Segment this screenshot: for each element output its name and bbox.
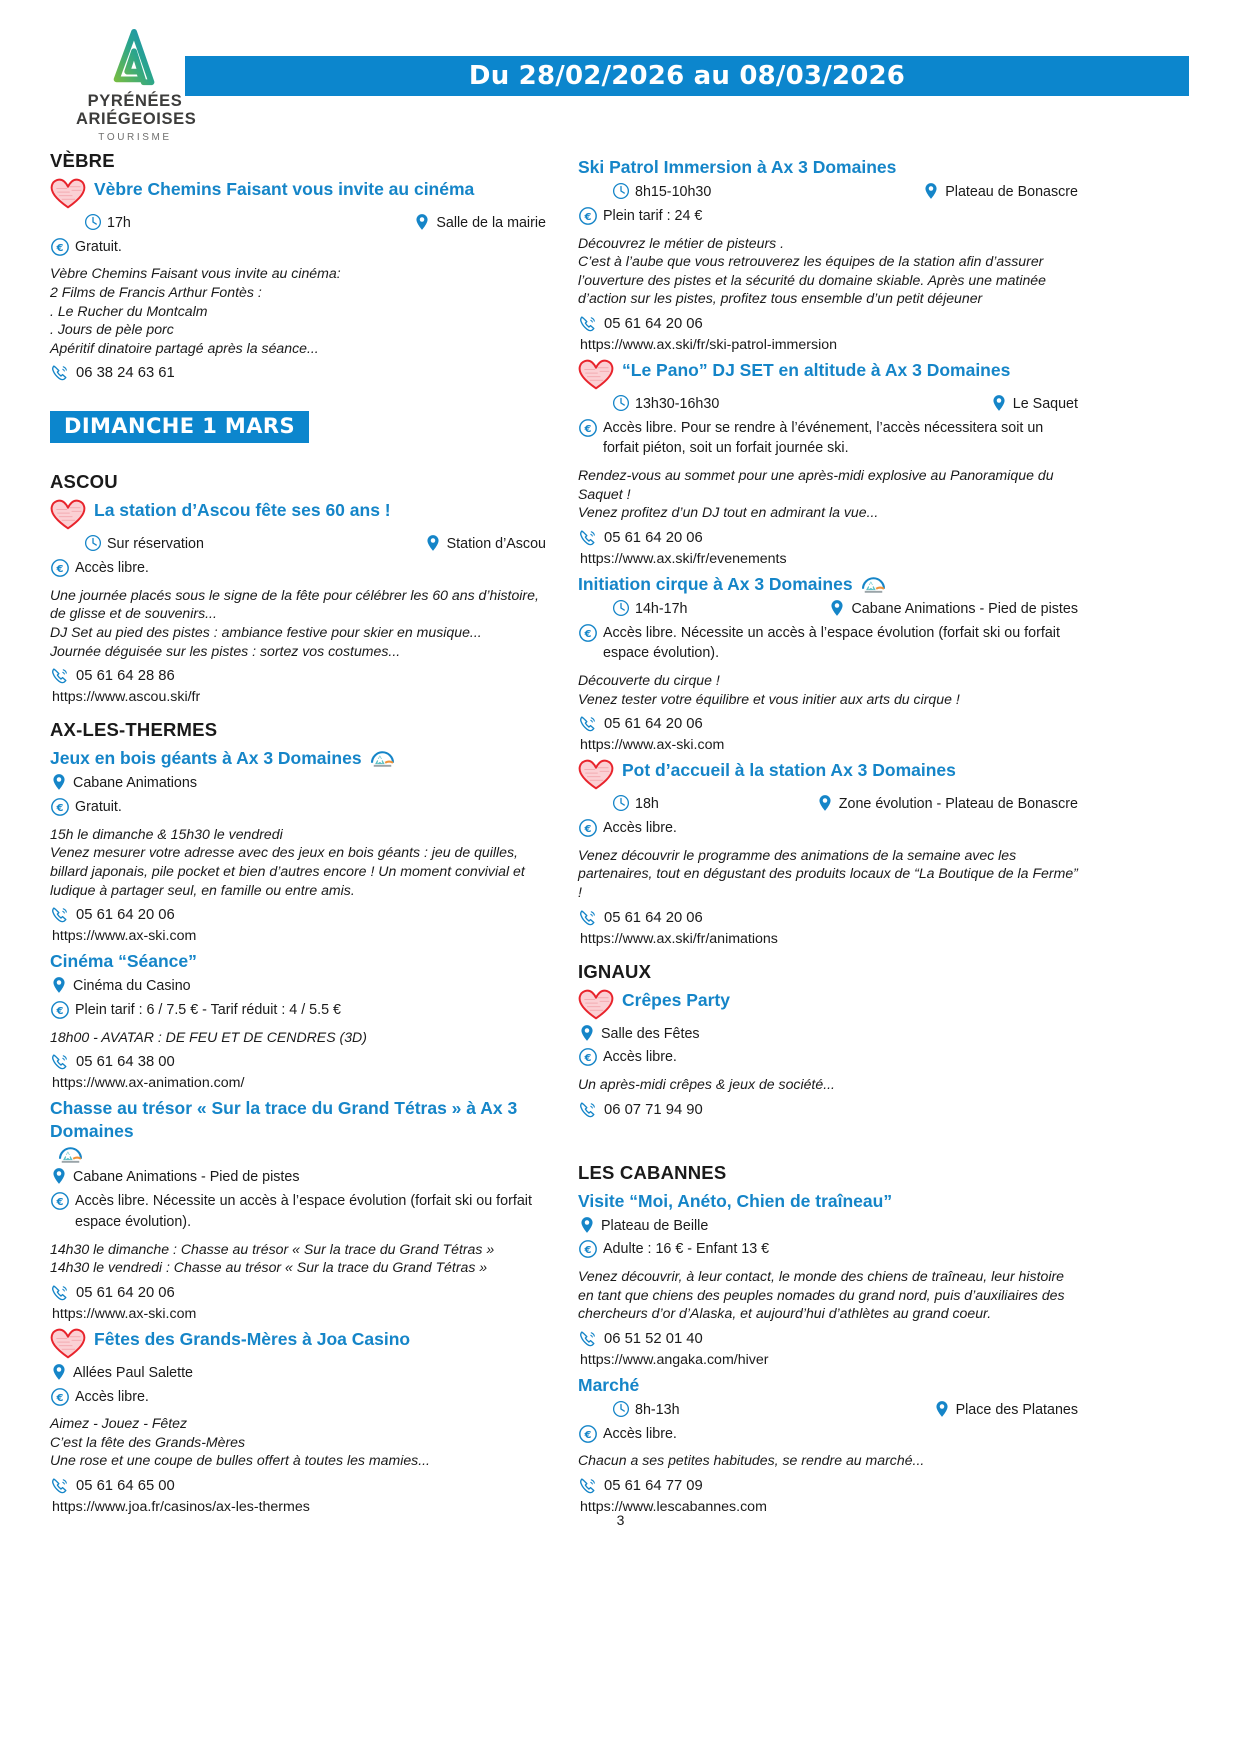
event-place-wrap bbox=[828, 599, 1078, 620]
event-price: Plein tarif : 24 € bbox=[603, 207, 703, 224]
event-phone[interactable] bbox=[50, 666, 546, 686]
svg-text:€: € bbox=[56, 802, 64, 814]
famille-plus-badge-icon bbox=[57, 1143, 84, 1164]
event-description-line: C’est à l’aube que vous retrouverez les équipes de la station afin d’assurer l’ouverture des pistes et la sécurité du domaine skiable. Après une matinée d’action sur les pistes, profitez tous ensemble d’un petit déjeuner bbox=[578, 253, 1050, 307]
location-pin-icon bbox=[578, 1024, 596, 1042]
svg-text:€: € bbox=[584, 1429, 592, 1441]
event-price: Accès libre. Nécessite un accès à l’espace évolution (forfait ski ou forfait espace évolution). bbox=[75, 1193, 532, 1230]
event-block bbox=[578, 989, 1078, 1120]
event-url[interactable]: https://www.ascou.ski/fr bbox=[52, 689, 201, 706]
heart-icon bbox=[574, 357, 618, 391]
event-block bbox=[578, 759, 1082, 947]
svg-text:€: € bbox=[584, 1245, 592, 1257]
phone-icon bbox=[50, 1476, 70, 1496]
event-description-line: Apéritif dinatoire partagé après la séance... bbox=[50, 339, 319, 356]
event-schedule-line bbox=[50, 1167, 546, 1188]
event-price-line bbox=[50, 1191, 546, 1232]
event-description-line: Venez découvrir, à leur contact, le monde des chiens de traîneau, leur histoire en tant que chiens des peuples nomades du grand nord, puis d’auxiliaires des chercheurs d’or d’Alaska, et aujourd’hui d’athlètes au grand coeur. bbox=[578, 1268, 1069, 1322]
event-place: Zone évolution - Plateau de Bonascre bbox=[838, 796, 1078, 813]
event-phone-number: 05 61 64 20 06 bbox=[604, 315, 703, 332]
event-place-wrap bbox=[990, 394, 1078, 415]
event-title-text: Vèbre Chemins Faisant vous invite au cinéma bbox=[94, 179, 475, 199]
event-url[interactable]: https://www.joa.fr/casinos/ax-les-thermes bbox=[52, 1499, 310, 1515]
event-price: Accès libre. bbox=[603, 820, 677, 836]
event-description-line: . Le Rucher du Montcalm bbox=[50, 302, 208, 319]
event-phone[interactable] bbox=[50, 1052, 546, 1072]
event-phone[interactable] bbox=[50, 1283, 546, 1303]
phone-icon bbox=[578, 1476, 598, 1496]
event-block bbox=[50, 1097, 546, 1322]
event-title[interactable] bbox=[578, 156, 1078, 179]
event-title-text: Jeux en bois géants à Ax 3 Domaines bbox=[50, 748, 362, 769]
logo bbox=[76, 28, 197, 143]
event-phone[interactable] bbox=[50, 905, 546, 925]
event-description bbox=[578, 1267, 1078, 1323]
event-price-line bbox=[578, 1424, 1078, 1445]
event-title[interactable] bbox=[578, 759, 1078, 791]
svg-text:€: € bbox=[56, 564, 64, 576]
event-phone[interactable] bbox=[578, 1329, 1078, 1349]
event-block bbox=[578, 1374, 1078, 1515]
event-description-line: Découverte du cirque ! bbox=[578, 672, 720, 689]
event-schedule-line bbox=[50, 976, 546, 997]
svg-text:€: € bbox=[584, 628, 592, 640]
event-price: Accès libre. bbox=[75, 560, 149, 577]
event-schedule-line bbox=[578, 794, 1078, 815]
event-phone[interactable] bbox=[578, 714, 1078, 734]
event-phone[interactable] bbox=[578, 314, 1078, 334]
svg-text:€: € bbox=[56, 1392, 64, 1404]
event-schedule-line bbox=[50, 213, 546, 234]
event-title[interactable] bbox=[578, 989, 1078, 1021]
event-description bbox=[50, 264, 546, 357]
svg-text:€: € bbox=[56, 1197, 64, 1209]
event-description-line: 2 Films de Francis Arthur Fontès : bbox=[50, 284, 262, 301]
event-description-line: DJ Set au pied des pistes : ambiance festive pour skier en musique... bbox=[50, 624, 482, 641]
event-place: Salle des Fêtes bbox=[601, 1025, 700, 1042]
event-description-line: Une journée placés sous le signe de la fête pour célébrer les 60 ans d’histoire, de glisse et de souvenirs... bbox=[50, 586, 543, 622]
euro-icon bbox=[578, 1239, 598, 1259]
event-place-wrap bbox=[816, 794, 1078, 815]
euro-icon bbox=[578, 623, 598, 643]
event-description-line: Vèbre Chemins Faisant vous invite au cinéma: bbox=[50, 265, 341, 282]
event-title[interactable] bbox=[50, 747, 546, 770]
event-price-line bbox=[50, 1000, 546, 1021]
logo-line-2: ARIÉGEOISES bbox=[76, 109, 197, 128]
event-phone[interactable] bbox=[50, 1476, 546, 1496]
event-title[interactable] bbox=[578, 1374, 1078, 1397]
famille-plus-badge-icon bbox=[369, 747, 396, 768]
event-price-line bbox=[578, 818, 1078, 839]
location-pin-icon bbox=[50, 976, 68, 994]
event-url[interactable]: https://www.ax.ski/fr/evenements bbox=[580, 550, 787, 567]
event-description-line: Venez mesurer votre adresse avec des jeux en bois géants : jeu de quilles, billard japonais, pile pocket et bien d’autres encore ! Un moment convivial et ludique à partager seul, en famille ou entre amis. bbox=[50, 844, 529, 898]
location-pin-icon bbox=[424, 534, 442, 552]
event-place: Le Saquet bbox=[1012, 395, 1078, 412]
event-description-line: Un après-midi crêpes & jeux de société... bbox=[578, 1075, 835, 1092]
phone-icon bbox=[50, 666, 70, 686]
event-place: Cabane Animations - Pied de pistes bbox=[851, 600, 1078, 617]
left-column bbox=[50, 150, 546, 1519]
event-price: Gratuit. bbox=[75, 799, 122, 816]
euro-icon bbox=[578, 418, 598, 438]
event-price-line bbox=[578, 418, 1078, 459]
event-url[interactable]: https://www.ax.ski/fr/ski-patrol-immersion bbox=[580, 336, 838, 353]
event-block bbox=[50, 950, 546, 1091]
event-title-text: Fêtes des Grands-Mères à Joa Casino bbox=[94, 1328, 411, 1349]
euro-icon bbox=[50, 797, 70, 817]
heart-icon bbox=[46, 497, 90, 531]
event-price: Accès libre. Pour se rendre à l’événement, l’accès nécessitera soit un forfait piéton, soit un forfait journée ski. bbox=[603, 419, 1044, 457]
event-description bbox=[578, 1075, 1078, 1094]
svg-text:€: € bbox=[584, 423, 592, 435]
event-title-text: La station d’Ascou fête ses 60 ans ! bbox=[94, 500, 391, 521]
event-description bbox=[578, 1451, 1078, 1470]
location-pin-icon bbox=[922, 182, 940, 200]
euro-icon bbox=[50, 1191, 70, 1211]
event-title-text: Chasse au trésor « Sur la trace du Grand Tétras » à Ax 3 Domaines bbox=[50, 1098, 518, 1142]
event-place: Cabane Animations - Pied de pistes bbox=[73, 1169, 300, 1186]
event-description bbox=[578, 846, 1082, 902]
event-place-wrap bbox=[933, 1400, 1078, 1421]
location-pin-icon bbox=[828, 599, 846, 617]
event-description-line: C’est la fête des Grands-Mères bbox=[50, 1433, 246, 1450]
pyrenees-ariegeoises-logo-icon bbox=[104, 28, 166, 90]
clock-icon bbox=[612, 182, 630, 200]
event-block bbox=[50, 499, 546, 705]
event-time: Sur réservation bbox=[107, 536, 204, 553]
location-pin-icon bbox=[50, 1167, 68, 1185]
event-url[interactable]: https://www.ax-animation.com/ bbox=[52, 1075, 245, 1092]
event-title-text: Initiation cirque à Ax 3 Domaines bbox=[578, 573, 853, 594]
section-spacer bbox=[578, 1122, 1078, 1148]
event-time: 13h30-16h30 bbox=[635, 395, 720, 412]
event-title[interactable] bbox=[50, 178, 546, 210]
event-description-line: Une rose et une coupe de bulles offert à toutes les mamies... bbox=[50, 1452, 430, 1469]
event-place: Station d’Ascou bbox=[446, 536, 546, 553]
event-url[interactable]: https://www.lescabannes.com bbox=[580, 1498, 767, 1515]
event-title-text: Cinéma “Séance” bbox=[50, 951, 197, 972]
event-block bbox=[578, 573, 1078, 753]
location-pin-icon bbox=[413, 213, 431, 231]
svg-text:€: € bbox=[584, 823, 592, 835]
event-url[interactable]: https://www.ax-ski.com bbox=[52, 1305, 197, 1322]
heart-icon bbox=[46, 176, 90, 210]
event-description-line: 15h le dimanche & 15h30 le vendredi bbox=[50, 825, 283, 842]
event-price-line bbox=[578, 206, 1078, 227]
location-pin-icon bbox=[50, 773, 68, 791]
event-title[interactable] bbox=[578, 573, 1078, 596]
event-description-line: Aimez - Jouez - Fêtez bbox=[50, 1415, 188, 1432]
event-title-text: Crêpes Party bbox=[622, 989, 730, 1010]
svg-text:€: € bbox=[56, 1005, 64, 1017]
event-phone[interactable] bbox=[578, 1100, 1078, 1120]
event-schedule-line bbox=[578, 599, 1078, 620]
event-phone[interactable] bbox=[50, 363, 546, 383]
town-heading: VÈBRE bbox=[50, 150, 115, 171]
event-description bbox=[578, 671, 1078, 708]
event-block bbox=[578, 359, 1078, 567]
phone-icon bbox=[578, 714, 598, 734]
event-price: Plein tarif : 6 / 7.5 € - Tarif réduit : 4 / 5.5 € bbox=[75, 1001, 341, 1018]
event-place: Cinéma du Casino bbox=[73, 978, 191, 995]
event-phone-number: 05 61 64 20 06 bbox=[76, 1284, 175, 1301]
event-phone-number: 05 61 64 65 00 bbox=[76, 1478, 175, 1494]
event-place: Salle de la mairie bbox=[436, 215, 546, 231]
event-description-line: 14h30 le vendredi : Chasse au trésor « Sur la trace du Grand Tétras » bbox=[50, 1259, 488, 1276]
event-phone-number: 05 61 64 77 09 bbox=[604, 1477, 703, 1494]
event-place: Allées Paul Salette bbox=[73, 1364, 194, 1381]
event-title[interactable] bbox=[50, 1328, 546, 1360]
event-price: Accès libre. Nécessite un accès à l’espace évolution (forfait ski ou forfait espace évolution). bbox=[603, 624, 1060, 662]
event-phone-number: 05 61 64 20 06 bbox=[604, 909, 703, 926]
logo-line-1: PYRÉNÉES bbox=[87, 92, 183, 110]
euro-icon bbox=[50, 1387, 70, 1407]
event-phone-number: 05 61 64 20 06 bbox=[604, 529, 703, 546]
heart-icon bbox=[574, 987, 618, 1021]
event-block bbox=[50, 747, 546, 944]
event-title-text: Visite “Moi, Anéto, Chien de traîneau” bbox=[578, 1190, 893, 1211]
clock-icon bbox=[612, 794, 630, 812]
right-column bbox=[578, 150, 1082, 1519]
clock-icon bbox=[84, 213, 102, 231]
phone-icon bbox=[50, 1283, 70, 1303]
event-schedule-line bbox=[50, 534, 546, 555]
event-time: 8h-13h bbox=[635, 1401, 680, 1418]
event-price: Accès libre. bbox=[603, 1425, 677, 1442]
event-time: 17h bbox=[107, 215, 131, 231]
event-phone-number: 06 38 24 63 61 bbox=[76, 365, 175, 382]
event-phone-number: 05 61 64 38 00 bbox=[76, 1054, 175, 1071]
event-time: 8h15-10h30 bbox=[635, 184, 712, 201]
euro-icon bbox=[50, 237, 70, 257]
event-title-text: Pot d’accueil à la station Ax 3 Domaines bbox=[622, 760, 956, 781]
event-phone-number: 05 61 64 28 86 bbox=[76, 668, 175, 685]
event-time: 14h-17h bbox=[635, 600, 688, 617]
event-price-line bbox=[578, 1239, 1078, 1260]
event-description bbox=[50, 825, 546, 899]
event-url[interactable]: https://www.angaka.com/hiver bbox=[580, 1351, 769, 1368]
day-banner: DIMANCHE 1 MARS bbox=[50, 411, 309, 443]
location-pin-icon bbox=[816, 794, 834, 812]
event-price: Accès libre. bbox=[75, 1388, 149, 1405]
phone-icon bbox=[50, 905, 70, 925]
event-title[interactable] bbox=[50, 499, 546, 531]
event-description-line: Rendez-vous au sommet pour une après-midi explosive au Panoramique du Saquet ! bbox=[578, 467, 1058, 502]
event-schedule-line bbox=[50, 1363, 546, 1384]
event-price-line bbox=[578, 1047, 1078, 1068]
event-price: Accès libre. bbox=[603, 1049, 677, 1066]
town-heading: IGNAUX bbox=[578, 960, 652, 982]
event-schedule-line bbox=[578, 182, 1078, 203]
logo-line-3: TOURISME bbox=[98, 131, 172, 143]
event-title[interactable] bbox=[50, 1097, 546, 1164]
event-block bbox=[578, 156, 1078, 353]
event-schedule-line bbox=[578, 1400, 1078, 1421]
event-description-line: Venez profitez d’un DJ tout en admirant la vue... bbox=[578, 504, 879, 521]
event-block bbox=[50, 178, 546, 383]
event-price: Gratuit. bbox=[75, 238, 122, 255]
clock-icon bbox=[612, 394, 630, 412]
event-place: Plateau de Beille bbox=[601, 1217, 709, 1234]
event-place-wrap bbox=[424, 534, 546, 555]
event-title-text: Marché bbox=[578, 1374, 640, 1395]
event-description bbox=[50, 1028, 546, 1047]
event-price-line bbox=[50, 558, 546, 579]
event-place-wrap bbox=[413, 213, 546, 234]
famille-plus-badge-icon bbox=[860, 573, 887, 594]
event-description bbox=[50, 1414, 546, 1470]
phone-icon bbox=[578, 1100, 598, 1120]
event-price: Adulte : 16 € - Enfant 13 € bbox=[603, 1241, 770, 1258]
event-description-line: Venez tester votre équilibre et vous initier aux arts du cirque ! bbox=[578, 690, 960, 707]
location-pin-icon bbox=[933, 1400, 951, 1418]
town-heading: ASCOU bbox=[50, 471, 118, 493]
event-description bbox=[578, 466, 1078, 522]
euro-icon bbox=[50, 558, 70, 578]
location-pin-icon bbox=[990, 394, 1008, 412]
town-heading: LES CABANNES bbox=[578, 1161, 727, 1183]
event-phone-number: 06 07 71 94 90 bbox=[604, 1101, 703, 1118]
event-price-line bbox=[50, 237, 546, 258]
event-phone-number: 05 61 64 20 06 bbox=[604, 716, 703, 733]
event-url[interactable]: https://www.ax-ski.com bbox=[52, 928, 197, 945]
event-description bbox=[50, 1240, 546, 1277]
clock-icon bbox=[612, 599, 630, 617]
euro-icon bbox=[578, 1047, 598, 1067]
event-place: Place des Platanes bbox=[955, 1401, 1078, 1418]
event-phone-number: 05 61 64 20 06 bbox=[76, 907, 175, 924]
euro-icon bbox=[578, 206, 598, 226]
event-phone[interactable] bbox=[578, 528, 1078, 548]
euro-icon bbox=[50, 1000, 70, 1020]
event-time: 18h bbox=[635, 796, 659, 813]
event-description bbox=[578, 234, 1078, 308]
page-number: 3 bbox=[616, 1512, 625, 1528]
location-pin-icon bbox=[578, 1216, 596, 1234]
location-pin-icon bbox=[50, 1363, 68, 1381]
event-price-line bbox=[50, 797, 546, 818]
phone-icon bbox=[50, 1052, 70, 1072]
event-title-text: “Le Pano” DJ SET en altitude à Ax 3 Domaines bbox=[622, 359, 1011, 380]
event-schedule-line bbox=[578, 1024, 1078, 1045]
date-range-banner: Du 28/02/2026 au 08/03/2026 bbox=[185, 56, 1189, 96]
town-heading: AX-LES-THERMES bbox=[50, 719, 218, 741]
event-phone[interactable] bbox=[578, 1476, 1078, 1496]
event-description-line: 14h30 le dimanche : Chasse au trésor « Sur la trace du Grand Tétras » bbox=[50, 1240, 495, 1257]
event-title[interactable] bbox=[578, 359, 1078, 391]
event-place-wrap bbox=[922, 182, 1078, 203]
svg-text:€: € bbox=[56, 242, 64, 254]
event-schedule-line bbox=[50, 773, 546, 794]
heart-icon bbox=[574, 757, 618, 791]
event-block bbox=[578, 1190, 1078, 1368]
event-title[interactable] bbox=[578, 1190, 1078, 1213]
event-price-line bbox=[578, 623, 1078, 664]
event-schedule-line bbox=[578, 1216, 1078, 1237]
phone-icon bbox=[50, 363, 70, 383]
svg-text:€: € bbox=[584, 1053, 592, 1065]
event-title-text: Ski Patrol Immersion à Ax 3 Domaines bbox=[578, 157, 897, 177]
event-place: Plateau de Bonascre bbox=[945, 184, 1078, 201]
clock-icon bbox=[612, 1400, 630, 1418]
event-phone[interactable] bbox=[578, 908, 1078, 928]
heart-icon bbox=[46, 1326, 90, 1360]
event-price-line bbox=[50, 1387, 546, 1408]
page-header bbox=[0, 0, 1241, 143]
clock-icon bbox=[84, 534, 102, 552]
svg-text:€: € bbox=[584, 211, 592, 223]
event-description-line: Journée déguisée sur les pistes : sortez vos costumes... bbox=[50, 642, 401, 659]
phone-icon bbox=[578, 908, 598, 928]
event-title[interactable] bbox=[50, 950, 546, 973]
phone-icon bbox=[578, 528, 598, 548]
event-url[interactable]: https://www.ax-ski.com bbox=[580, 737, 725, 754]
event-place: Cabane Animations bbox=[73, 775, 197, 792]
event-description-line: Chacun a ses petites habitudes, se rendre au marché... bbox=[578, 1452, 925, 1469]
event-description bbox=[50, 586, 546, 660]
event-description-line: . Jours de pèle porc bbox=[50, 321, 174, 338]
event-description-line: Découvrez le métier de pisteurs . bbox=[578, 234, 785, 251]
event-description-line: Venez découvrir le programme des animations de la semaine avec les partenaires, tout en dégustant des produits locaux de “La Boutique de la Ferme” ! bbox=[578, 846, 1082, 900]
euro-icon bbox=[578, 818, 598, 838]
phone-icon bbox=[578, 1329, 598, 1349]
event-url[interactable]: https://www.ax.ski/fr/animations bbox=[580, 930, 778, 947]
event-phone-number: 06 51 52 01 40 bbox=[604, 1330, 703, 1347]
phone-icon bbox=[578, 314, 598, 334]
euro-icon bbox=[578, 1424, 598, 1444]
event-block bbox=[50, 1328, 546, 1515]
event-schedule-line bbox=[578, 394, 1078, 415]
event-description-line: 18h00 - AVATAR : DE FEU ET DE CENDRES (3D) bbox=[50, 1028, 367, 1045]
